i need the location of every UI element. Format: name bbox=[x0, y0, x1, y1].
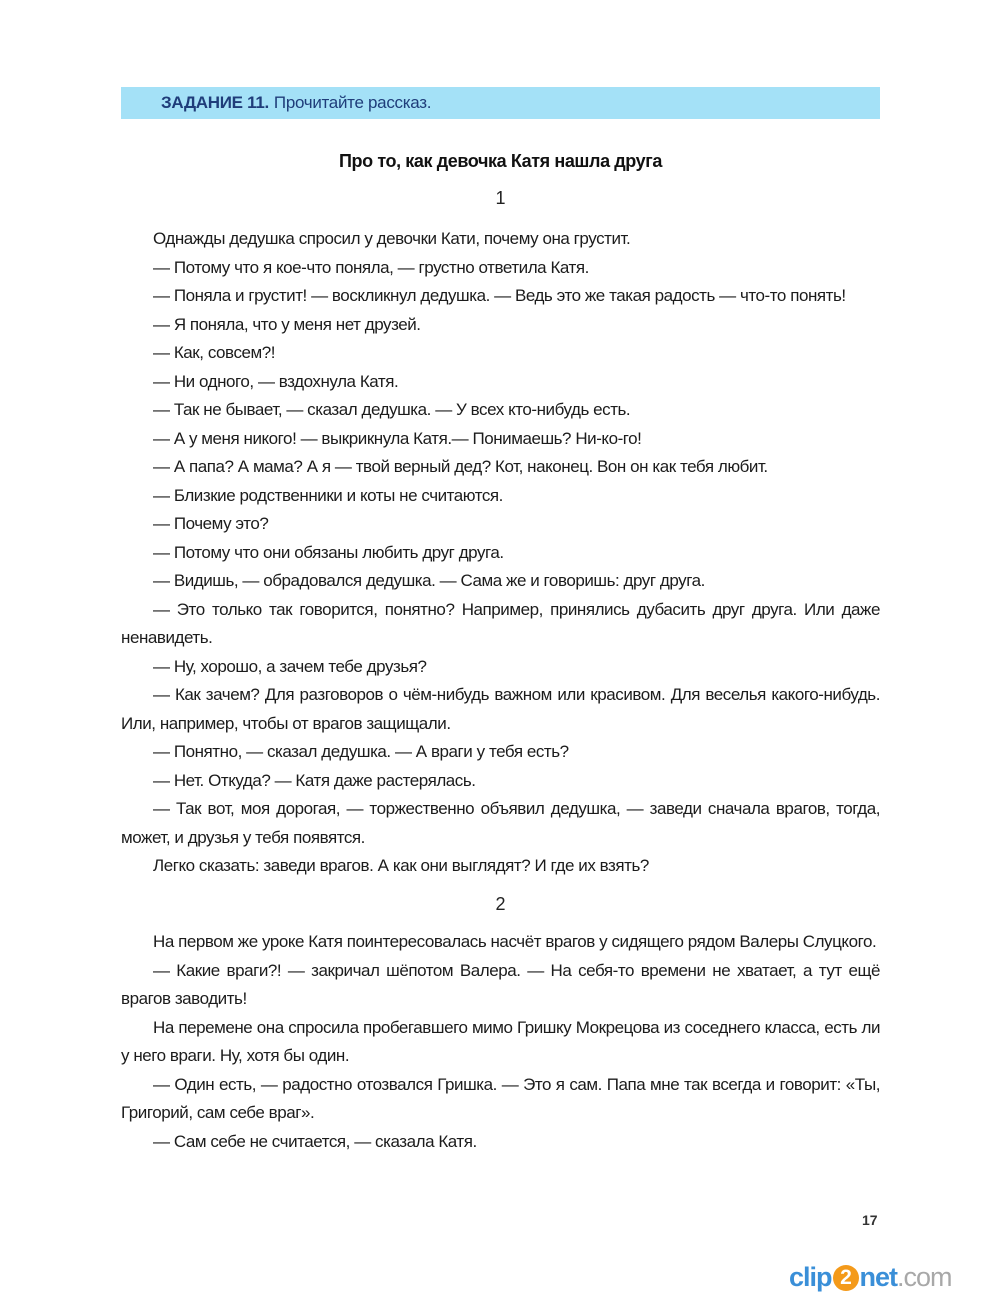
paragraph: — Понятно, — сказал дедушка. — А враги у тебя есть? bbox=[153, 742, 569, 761]
paragraph: — Как зачем? Для разговоров о чём-нибудь важном или красивом. Для веселья какого-нибудь. Или, например, чтобы от врагов защищали. bbox=[121, 685, 880, 733]
paragraph: Однажды дедушка спросил у девочки Кати, почему она грустит. bbox=[153, 229, 631, 248]
paragraph: — А папа? А мама? А я — твой верный дед? Кот, наконец. Вон он как тебя любит. bbox=[153, 457, 768, 476]
paragraph: — Почему это? bbox=[153, 514, 269, 533]
task-header-bar bbox=[121, 87, 880, 119]
clip2net-watermark-logo bbox=[789, 1262, 952, 1293]
paragraph: — Это только так говорится, понятно? Например, принялись дубасить друг друга. Или даже ненавидеть. bbox=[121, 599, 880, 647]
paragraph: — Ну, хорошо, а зачем тебе друзья? bbox=[153, 656, 427, 676]
watermark-text-clip: clip bbox=[789, 1262, 832, 1292]
paragraph: Легко сказать: заведи врагов. А как они выглядят? И где их взять? bbox=[153, 856, 649, 875]
paragraph: — Так вот, моя дорогая, — торжественно объявил дедушка, — заведи сначала врагов, тогда, может, и друзья у тебя появятся. bbox=[121, 799, 880, 847]
task-instruction: Прочитайте рассказ. bbox=[273, 93, 432, 112]
paragraph: — Какие враги?! — закричал шёпотом Валера. — На себя-то времени не хватает, а тут ещё врагов заводить! bbox=[121, 960, 880, 1008]
paragraph: — Как, совсем?! bbox=[153, 343, 276, 362]
paragraph: — Нет. Откуда? — Катя даже растерялась. bbox=[153, 770, 476, 790]
paragraph: — Так не бывает, — сказал дедушка. — У всех кто-нибудь есть. bbox=[153, 400, 631, 419]
paragraph: На первом же уроке Катя поинтересовалась насчёт врагов у сидящего рядом Валеры Слуцкого. bbox=[153, 932, 877, 951]
paragraph: — А у меня никого! — выкрикнула Катя.— Понимаешь? Ни-ко-го! bbox=[153, 428, 642, 448]
section-number-2: 2 bbox=[495, 894, 506, 914]
story-title: Про то, как девочка Катя нашла друга bbox=[339, 151, 662, 171]
task-label: ЗАДАНИЕ 11. bbox=[161, 93, 269, 112]
paragraph: — Потому что я кое-что поняла, — грустно ответила Катя. bbox=[153, 257, 589, 277]
paragraph: — Близкие родственники и коты не считаются. bbox=[153, 485, 503, 505]
paragraph: — Я поняла, что у меня нет друзей. bbox=[153, 314, 421, 334]
paragraph: — Потому что они обязаны любить друг друга. bbox=[153, 542, 504, 562]
section-number-1: 1 bbox=[495, 188, 506, 208]
watermark-text-net: net bbox=[859, 1262, 898, 1292]
section-2-text bbox=[121, 928, 880, 1156]
paragraph: — Поняла и грустит! — воскликнул дедушка. — Ведь это же такая радость — что-то понять! bbox=[153, 286, 846, 305]
watermark-circle-two-icon: 2 bbox=[833, 1265, 859, 1291]
section-1-text bbox=[121, 225, 880, 881]
paragraph: — Один есть, — радостно отозвался Гришка. — Это я сам. Папа мне так всегда и говорит: «Ты, Григорий, сам себе враг». bbox=[121, 1074, 880, 1122]
page-number: 17 bbox=[862, 1212, 878, 1228]
paragraph: На перемене она спросила пробегавшего мимо Гришку Мокрецова из соседнего класса, есть ли у него враги. Ну, хотя бы один. bbox=[121, 1017, 880, 1065]
watermark-text-com: .com bbox=[897, 1262, 952, 1292]
paragraph: — Сам себе не считается, — сказала Катя. bbox=[153, 1131, 477, 1151]
paragraph: — Видишь, — обрадовался дедушка. — Сама же и говоришь: друг друга. bbox=[153, 571, 705, 590]
paragraph: — Ни одного, — вздохнула Катя. bbox=[153, 371, 399, 391]
